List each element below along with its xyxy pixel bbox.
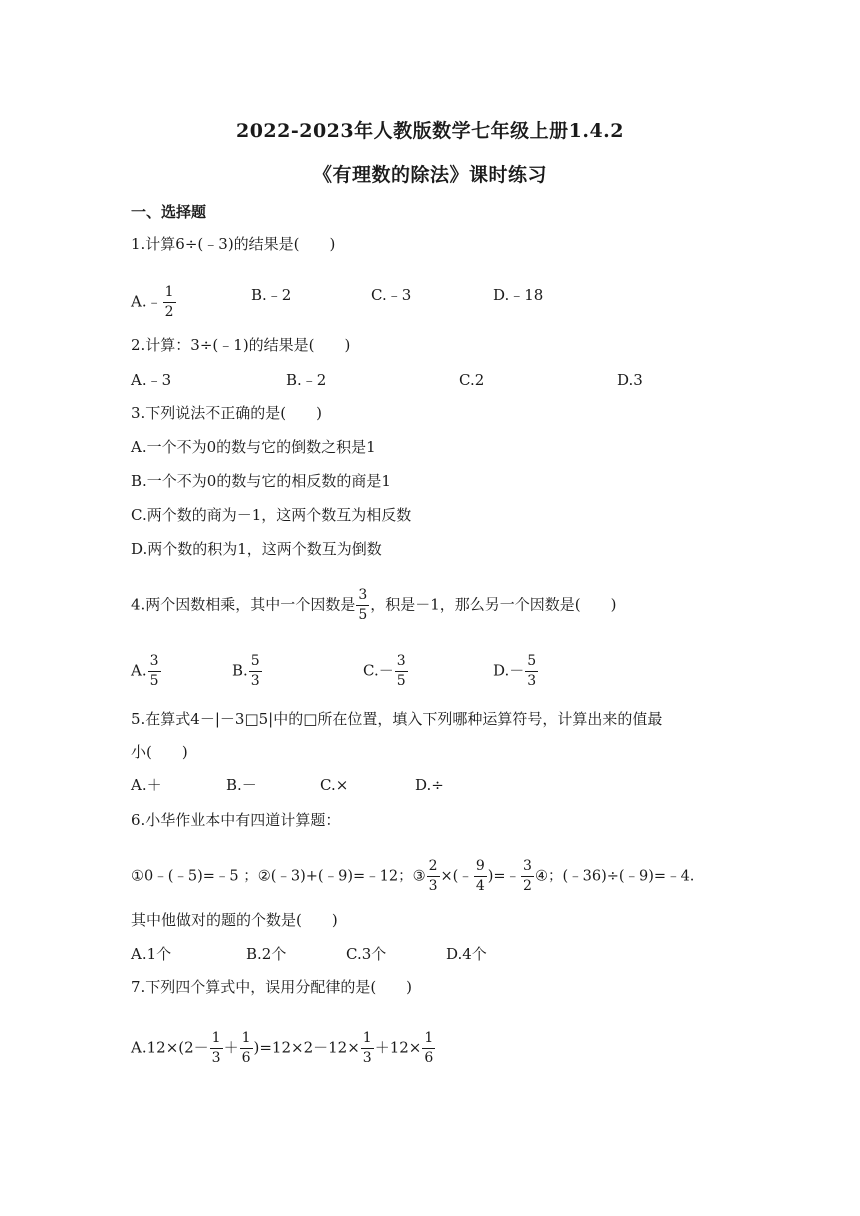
- q6-fraction-3: [521, 858, 534, 895]
- q5-option-b: B.－: [226, 776, 257, 794]
- q4-b-fraction: [249, 653, 262, 690]
- q7-a-part2: ＋: [223, 1038, 239, 1057]
- q4-stem-denominator: 5: [358, 607, 368, 623]
- q6-f1-denominator: 3: [428, 878, 438, 894]
- q1-stem: 1.计算6÷(﹣3)的结果是( ): [131, 235, 336, 253]
- q6-fraction-1: [427, 858, 440, 895]
- q4-stem-fraction: [356, 587, 369, 624]
- q7-a-fraction-3: [361, 1030, 374, 1067]
- q5-option-a: A.＋: [131, 776, 162, 794]
- q5-stem-line1: 5.在算式4－|－3□5|中的□所在位置，填入下列哪种运算符号，计算出来的值最: [131, 710, 663, 728]
- q4-stem: [131, 587, 617, 624]
- q4-a-fraction: [148, 653, 161, 690]
- q4-b-denominator: 3: [250, 673, 260, 689]
- q7-a-f2-denominator: 6: [241, 1050, 251, 1066]
- q6-option-a: A.1个: [131, 945, 172, 963]
- q6-stem: 6.小华作业本中有四道计算题：: [131, 811, 341, 829]
- q6-option-b: B.2个: [246, 945, 287, 963]
- q4-option-d: [493, 653, 539, 690]
- q1-option-a: [131, 284, 177, 321]
- q6-option-c: C.3个: [346, 945, 387, 963]
- q6-option-d: D.4个: [446, 945, 487, 963]
- q4-a-numerator: 3: [148, 653, 161, 672]
- q2-stem: 2.计算：3÷(﹣1)的结果是( ): [131, 336, 351, 354]
- q3-option-c: C.两个数的商为－1，这两个数互为相反数: [131, 506, 412, 524]
- q4-option-b: [232, 653, 263, 690]
- q6-f2-denominator: 4: [475, 878, 485, 894]
- q1-a-fraction: [163, 284, 176, 321]
- q4-c-numerator: 3: [395, 653, 408, 672]
- q4-stem-after: ，积是－1，那么另一个因数是( ): [370, 595, 617, 614]
- q2-option-b: B.﹣2: [286, 371, 327, 389]
- q6-expr-part4: ④；(﹣36)÷(﹣9)=﹣4.: [534, 868, 695, 885]
- q6-f2-numerator: 9: [474, 858, 487, 877]
- q5-stem-line2: 小( ): [131, 743, 188, 761]
- q4-option-a: [131, 653, 162, 690]
- q4-option-c: [363, 653, 409, 690]
- q6-expr-part2: ×(﹣: [440, 868, 473, 885]
- q6-expr-part1: ①0﹣(﹣5)=﹣5 ；②(﹣3)+(﹣9)=﹣12；③: [131, 868, 426, 885]
- section-heading: 一、选择题: [131, 203, 207, 221]
- q4-d-prefix: D.－: [493, 661, 525, 680]
- q3-option-a: A.一个不为0的数与它的倒数之积是1: [131, 438, 376, 456]
- q6-question: 其中他做对的题的个数是( ): [131, 911, 338, 929]
- q5-option-c: C.×: [320, 776, 349, 794]
- q7-a-fraction-2: [240, 1030, 253, 1067]
- q7-a-f1-numerator: 1: [210, 1030, 223, 1049]
- q4-b-prefix: B.: [232, 661, 248, 680]
- q7-a-f4-denominator: 6: [424, 1050, 434, 1066]
- q6-f3-numerator: 3: [521, 858, 534, 877]
- q4-c-fraction: [395, 653, 408, 690]
- q6-f3-denominator: 2: [523, 878, 532, 894]
- q7-a-fraction-4: [422, 1030, 435, 1067]
- q4-d-fraction: [525, 653, 538, 690]
- q4-b-numerator: 5: [249, 653, 262, 672]
- q3-option-d: D.两个数的积为1，这两个数互为倒数: [131, 540, 382, 558]
- q2-option-c: C.2: [459, 371, 485, 389]
- q3-stem: 3.下列说法不正确的是( ): [131, 404, 323, 422]
- q4-d-numerator: 5: [525, 653, 538, 672]
- q7-a-f4-numerator: 1: [422, 1030, 435, 1049]
- q7-a-part1: A.12×(2－: [131, 1038, 209, 1057]
- q1-option-b: B.﹣2: [251, 286, 292, 304]
- q4-c-denominator: 5: [396, 673, 406, 689]
- q7-a-f3-numerator: 1: [361, 1030, 374, 1049]
- q5-option-d: D.÷: [415, 776, 444, 794]
- q2-option-a: A.﹣3: [131, 371, 172, 389]
- q1-a-denominator: 2: [164, 304, 174, 320]
- q4-a-prefix: A.: [131, 661, 147, 680]
- q1-option-c: C.﹣3: [371, 286, 412, 304]
- q6-f1-numerator: 2: [427, 858, 440, 877]
- q7-a-fraction-1: [210, 1030, 223, 1067]
- q4-d-denominator: 3: [527, 673, 537, 689]
- q4-a-denominator: 5: [149, 673, 159, 689]
- q4-stem-numerator: 3: [356, 587, 369, 606]
- q4-stem-before: 4.两个因数相乘，其中一个因数是: [131, 595, 356, 614]
- q2-option-d: D.3: [617, 371, 643, 389]
- q6-fraction-2: [474, 858, 487, 895]
- q1-a-numerator: 1: [163, 284, 176, 303]
- q7-a-f1-denominator: 3: [211, 1050, 221, 1066]
- q7-a-f3-denominator: 3: [362, 1050, 372, 1066]
- q7-a-part3: )=12×2－12×: [253, 1038, 360, 1057]
- q1-a-prefix: A.﹣: [131, 292, 162, 311]
- doc-title-line1: 2022-2023年人教版数学七年级上册1.4.2: [235, 120, 625, 142]
- q3-option-b: B.一个不为0的数与它的相反数的商是1: [131, 472, 391, 490]
- q7-a-part4: ＋12×: [374, 1038, 422, 1057]
- q1-option-d: D.﹣18: [493, 286, 544, 304]
- q6-expr-part3: )=﹣: [487, 868, 521, 885]
- doc-title-line2: 《有理数的除法》课时练习: [312, 164, 547, 186]
- q7-option-a: [131, 1030, 436, 1067]
- q4-c-prefix: C.－: [363, 661, 394, 680]
- q7-a-f2-numerator: 1: [240, 1030, 253, 1049]
- q7-stem: 7.下列四个算式中，误用分配律的是( ): [131, 978, 413, 996]
- q6-expression: [131, 858, 694, 895]
